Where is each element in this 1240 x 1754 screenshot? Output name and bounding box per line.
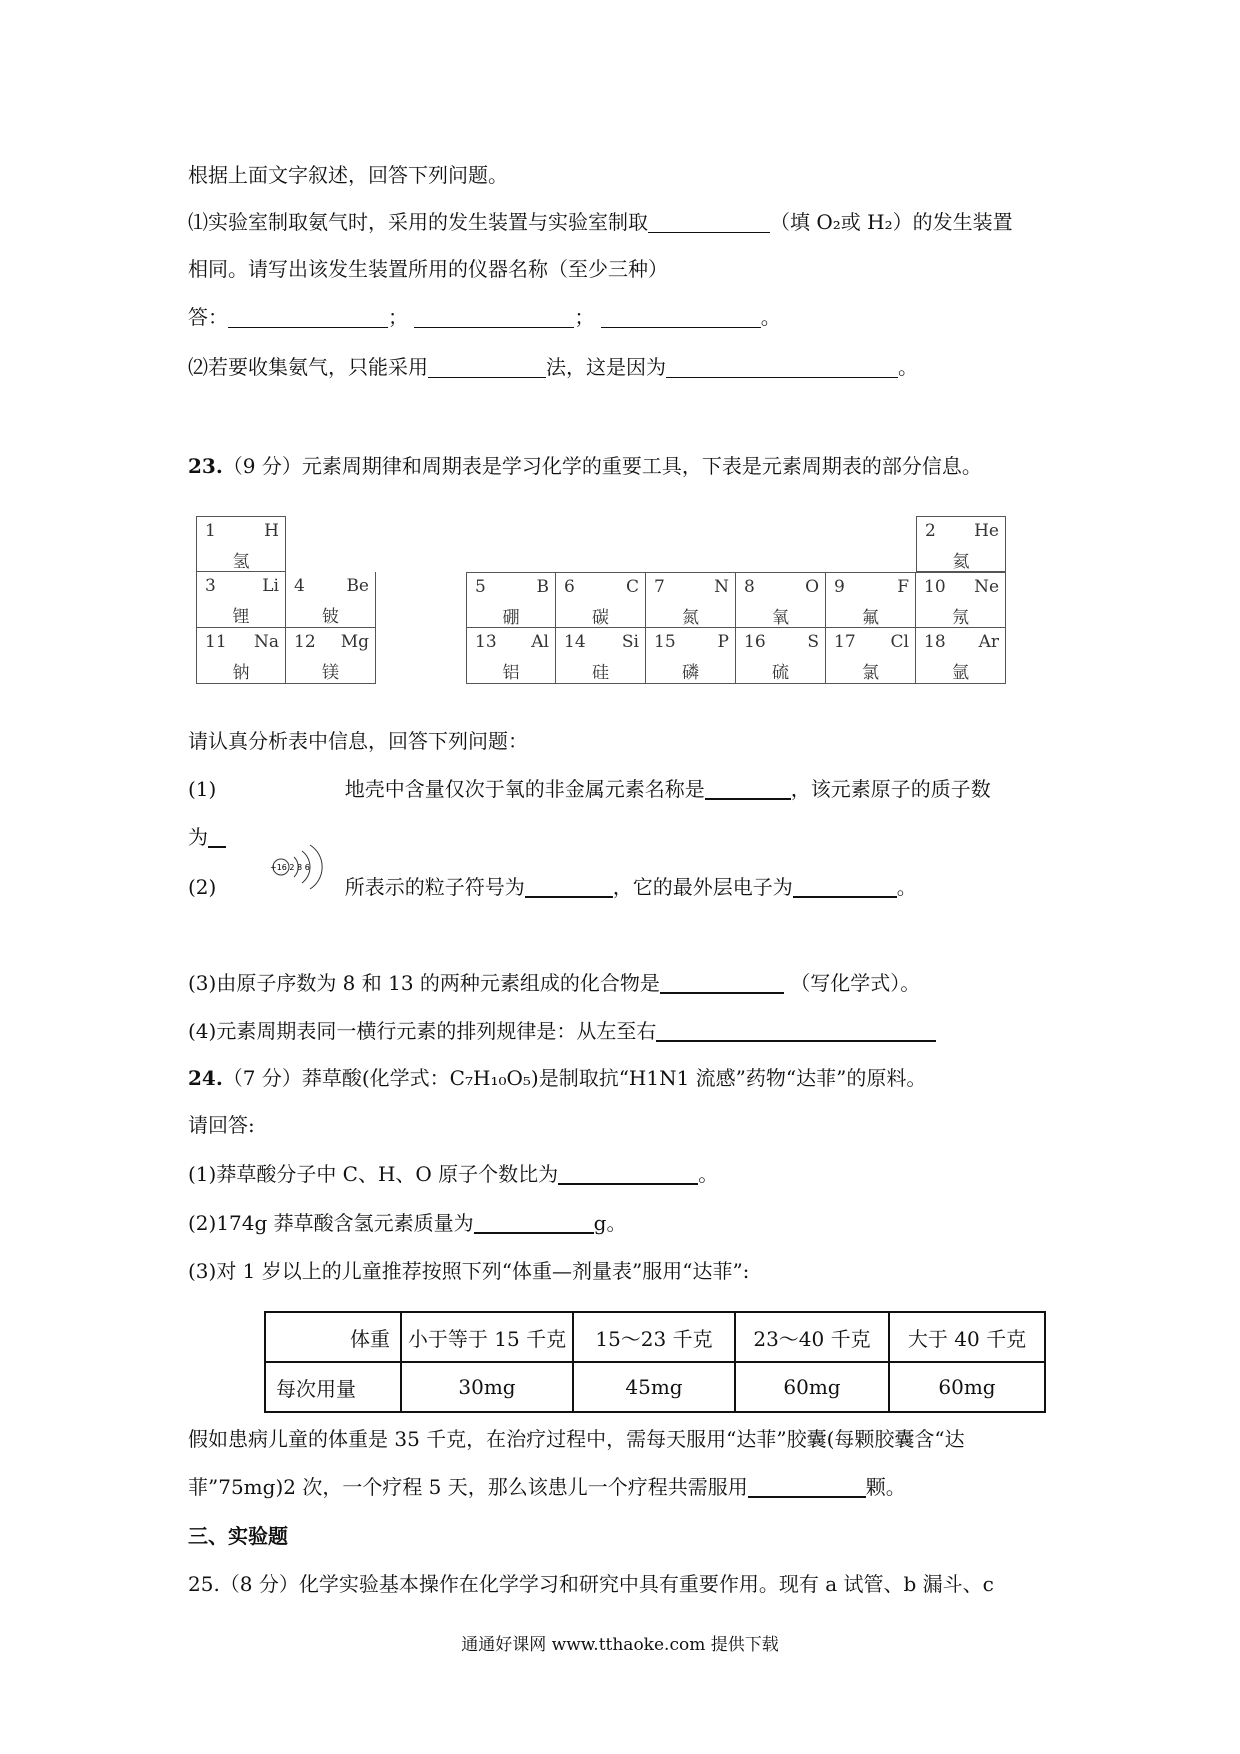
element-symbol: Mg xyxy=(340,632,369,652)
page-footer: 通通好课网 www.tthaoke.com 提供下载 xyxy=(461,1635,779,1655)
q24-part3-text: 假如患病儿童的体重是 35 千克，在治疗过程中，需每天服用“达菲”胶囊(每颗胶囊含“达 xyxy=(188,1427,965,1451)
element-symbol: Na xyxy=(253,632,279,652)
section-heading: 三、实验题 xyxy=(188,1524,288,1548)
element-cell-n xyxy=(646,572,736,628)
q22-part2-line: ⑵若要收集氨气，只能采用 法，这是因为 。 xyxy=(188,355,918,379)
element-cell-mg xyxy=(286,628,376,684)
answer-blank[interactable] xyxy=(666,355,898,378)
element-name: 磷 xyxy=(682,663,699,683)
table-cell: 大于 40 千克 xyxy=(889,1312,1045,1362)
atomic-number: 1 xyxy=(205,521,216,541)
table-cell: 15～23 千克 xyxy=(573,1312,735,1362)
q23-part4: (4)元素周期表同一横行元素的排列规律是：从左至右 xyxy=(188,1016,936,1046)
element-name: 氩 xyxy=(952,663,969,683)
intro-line: 根据上面文字叙述，回答下列问题。 xyxy=(188,163,508,187)
element-name: 碳 xyxy=(592,608,609,628)
atomic-number: 4 xyxy=(294,576,305,596)
answer-blank[interactable] xyxy=(228,305,388,328)
dose-table xyxy=(264,1311,1046,1413)
element-symbol: Be xyxy=(346,576,369,596)
answer-blank[interactable] xyxy=(525,874,613,898)
q23-ask: 请认真分析表中信息，回答下列问题： xyxy=(188,729,528,753)
element-cell-ne xyxy=(916,572,1006,628)
element-name: 铍 xyxy=(322,607,339,627)
element-cell-c xyxy=(556,572,646,628)
element-symbol: Ne xyxy=(974,577,999,597)
element-cell-si xyxy=(556,628,646,684)
atomic-number: 13 xyxy=(475,632,497,652)
element-symbol: Li xyxy=(262,576,279,596)
answer-blank[interactable] xyxy=(601,305,761,328)
atomic-number: 11 xyxy=(205,632,227,652)
answer-blank[interactable] xyxy=(748,1474,866,1498)
answer-blank[interactable] xyxy=(474,1210,594,1234)
atomic-number: 17 xyxy=(834,632,856,652)
atomic-number: 12 xyxy=(294,632,316,652)
table-row xyxy=(265,1312,1045,1362)
atomic-number: 10 xyxy=(924,577,946,597)
atomic-number: 18 xyxy=(924,632,946,652)
table-cell: 60mg xyxy=(735,1362,889,1412)
element-symbol: S xyxy=(807,632,819,652)
answer-blank[interactable] xyxy=(414,305,574,328)
element-name: 氯 xyxy=(862,663,879,683)
table-row xyxy=(265,1362,1045,1412)
element-cell-p xyxy=(646,628,736,684)
q22-part1-line: ⑴实验室制取氨气时，采用的发生装置与实验室制取 （填 O₂或 H₂）的发生装置 xyxy=(188,210,1013,234)
element-name: 硅 xyxy=(592,663,609,683)
q24-ask: 请回答: xyxy=(188,1113,255,1137)
element-symbol: Ar xyxy=(978,632,999,652)
q23-title: 23.（9 分）元素周期律和周期表是学习化学的重要工具，下表是元素周期表的部分信息。 xyxy=(188,454,982,478)
q24-part2: (2)174g 莽草酸含氢元素质量为 g。 xyxy=(188,1211,627,1235)
q23-part2: (2) 所表示的粒子符号为 ，它的最外层电子为 。 xyxy=(188,875,917,899)
element-cell-he xyxy=(916,516,1006,572)
element-symbol: Al xyxy=(531,632,549,652)
q24-part3: (3)对 1 岁以上的儿童推荐按照下列“体重—剂量表”服用“达菲”: xyxy=(188,1259,750,1283)
answer-blank[interactable] xyxy=(705,776,791,800)
element-cell-na xyxy=(196,628,286,684)
element-cell-ar xyxy=(916,628,1006,684)
answer-blank[interactable] xyxy=(656,1018,936,1042)
element-symbol: Si xyxy=(621,632,639,652)
element-symbol: P xyxy=(717,632,729,652)
element-cell-s xyxy=(736,628,826,684)
element-cell-f xyxy=(826,572,916,628)
element-symbol: C xyxy=(625,577,639,597)
element-cell-be xyxy=(286,572,376,628)
atomic-number: 5 xyxy=(475,577,486,597)
atomic-number: 14 xyxy=(564,632,586,652)
answer-blank[interactable] xyxy=(208,824,226,848)
element-name: 氟 xyxy=(862,608,879,628)
atomic-number: 6 xyxy=(564,577,575,597)
element-name: 氮 xyxy=(682,608,699,628)
atomic-number: 15 xyxy=(654,632,676,652)
periodic-table xyxy=(196,516,1014,690)
atom-label: +16 2 8 6 xyxy=(270,863,310,872)
table-cell: 30mg xyxy=(401,1362,573,1412)
element-symbol: He xyxy=(974,521,999,541)
element-name: 氢 xyxy=(232,552,250,572)
answer-blank[interactable] xyxy=(793,874,897,898)
element-cell-h xyxy=(196,516,286,572)
q25-line: 25.（8 分）化学实验基本操作在化学学习和研究中具有重要作用。现有 a 试管、b 漏斗、c xyxy=(188,1572,994,1596)
element-cell-o xyxy=(736,572,826,628)
element-name: 氧 xyxy=(772,608,789,628)
q23-part3: (3)由原子序数为 8 和 13 的两种元素组成的化合物是 （写化学式）。 xyxy=(188,971,921,995)
q24-part1: (1)莽草酸分子中 C、H、O 原子个数比为 。 xyxy=(188,1162,719,1186)
table-cell: 60mg xyxy=(889,1362,1045,1412)
element-name: 氦 xyxy=(952,552,970,572)
atomic-number: 2 xyxy=(925,521,936,541)
element-name: 硼 xyxy=(502,608,520,628)
element-symbol: F xyxy=(897,577,909,597)
table-cell: 体重 xyxy=(265,1312,401,1362)
atomic-number: 8 xyxy=(744,577,755,597)
element-symbol: N xyxy=(714,577,729,597)
element-name: 镁 xyxy=(322,663,339,683)
atomic-number: 9 xyxy=(834,577,845,597)
table-cell: 小于等于 15 千克 xyxy=(401,1312,573,1362)
table-cell: 45mg xyxy=(573,1362,735,1412)
answer-blank[interactable] xyxy=(558,1161,698,1185)
q24-title: 24.（7 分）莽草酸(化学式：C₇H₁₀O₅)是制取抗“H1N1 流感”药物“达菲”的原料。 xyxy=(188,1066,927,1090)
answer-blank[interactable] xyxy=(660,970,784,994)
q22-part1-line2: 相同。请写出该发生装置所用的仪器名称（至少三种） xyxy=(188,257,668,281)
answer-line: 答： ； ； 。 xyxy=(188,305,781,329)
element-name: 锂 xyxy=(232,607,250,627)
element-cell-b xyxy=(466,572,556,628)
atomic-number: 16 xyxy=(744,632,766,652)
element-symbol: O xyxy=(805,577,819,597)
table-cell: 23～40 千克 xyxy=(735,1312,889,1362)
element-cell-al xyxy=(466,628,556,684)
table-cell: 每次用量 xyxy=(265,1362,401,1412)
element-symbol: Cl xyxy=(890,632,909,652)
answer-blank[interactable] xyxy=(648,210,770,233)
element-name: 钠 xyxy=(232,663,250,683)
q23-part1-cont: 为 xyxy=(188,822,226,852)
q24-part3-text2: 菲”75mg)2 次，一个疗程 5 天，那么该患儿一个疗程共需服用 颗。 xyxy=(188,1475,906,1499)
element-name: 氖 xyxy=(952,608,969,628)
atomic-number: 3 xyxy=(205,576,216,596)
answer-blank[interactable] xyxy=(428,355,546,378)
element-symbol: B xyxy=(536,577,549,597)
element-symbol: H xyxy=(264,521,279,541)
q23-part1: (1) 地壳中含量仅次于氧的非金属元素名称是 ，该元素原子的质子数 xyxy=(188,777,991,801)
atomic-number: 7 xyxy=(654,577,665,597)
element-cell-li xyxy=(196,572,286,628)
element-name: 硫 xyxy=(772,663,789,683)
element-name: 铝 xyxy=(502,663,520,683)
element-cell-cl xyxy=(826,628,916,684)
